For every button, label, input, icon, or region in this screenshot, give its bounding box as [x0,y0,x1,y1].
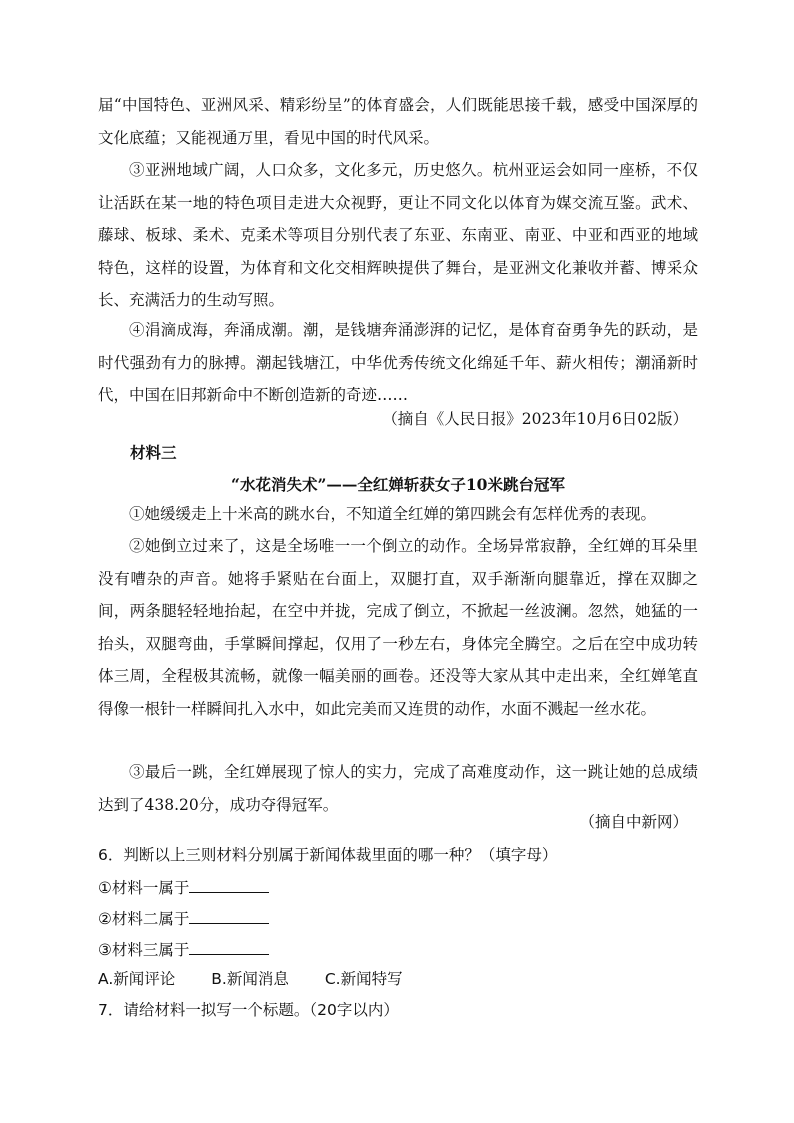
answer-blank-2[interactable] [189,905,269,924]
material2-paragraph-continued: 届“中国特色、亚洲风采、精彩纷呈”的体育盛会，人们既能思接千载，感受中国深厚的文化底蕴；又能视通万里，看见中国的时代风采。 [98,96,698,147]
question-6-item-1 [98,874,269,900]
option-b: B.新闻消息 [211,970,289,988]
question-6-item-2-label: ②材料二属于 [98,910,190,928]
material3-headline: “水花消失术”——全红婵斩获女子10米跳台冠军 [231,475,565,494]
answer-blank-1[interactable] [189,874,269,893]
option-c: C.新闻特写 [324,970,403,988]
material3-label: 材料三 [130,443,177,462]
material3-paragraph-3: ③最后一跳，全红婵展现了惊人的实力，完成了高难度动作，这一跳让她的总成绩达到了438.20分，成功夺得冠军。 [98,763,698,814]
material3-source: （摘自中新网） [579,813,688,831]
material2-paragraph-3: ③亚洲地域广阔，人口众多，文化多元，历史悠久。杭州亚运会如同一座桥，不仅让活跃在某一地的特色项目走进大众视野，更让不同文化以体育为媒交流互鉴。武术、藤球、板球、柔术、克柔术等项目分别代表了东亚、东南亚、南亚、中亚和西亚的地域特色，这样的设置，为体育和文化交相辉映提供了舞台，是亚洲文化兼收并蓄、博采众长、充满活力的生动写照。 [98,161,698,309]
material3-paragraph-2: ②她倒立过来了，这是全场唯一一个倒立的动作。全场异常寂静，全红婵的耳朵里没有嘈杂的声音。她将手紧贴在台面上，双腿打直，双手渐渐向腿靠近，撑在双脚之间，两条腿轻轻地抬起，在空中并拢，完成了倒立，不掀起一丝波澜。忽然，她猛的一抬头，双腿弯曲，手掌瞬间撑起，仅用了一秒左右，身体完全腾空。之后在空中成功转体三周，全程极其流畅，就像一幅美丽的画卷。还没等大家从其中走出来，全红婵笔直得像一根针一样瞬间扎入水中，如此完美而又连贯的动作，水面不溅起一丝水花。 [98,537,698,718]
question-6-item-2 [98,905,269,931]
question-6-item-3 [98,936,269,962]
material3-paragraph-1: ①她缓缓走上十米高的跳水台，不知道全红婵的第四跳会有怎样优秀的表现。 [129,505,657,523]
material2-paragraph-4: ④涓滴成海，奔涌成潮。潮，是钱塘奔涌澎湃的记忆，是体育奋勇争先的跃动，是时代强劲有力的脉搏。潮起钱塘江，中华优秀传统文化绵延千年、薪火相传；潮涌新时代，中国在旧邦新命中不断创造新的奇迹…… [98,321,698,404]
material2-source: （摘自《人民日报》2023年10月6日02版） [382,410,688,428]
question-6-options [98,967,439,991]
option-a: A.新闻评论 [98,970,176,988]
question-7: 7．请给材料一拟写一个标题。（20字以内） [98,1001,399,1019]
question-6-item-1-label: ①材料一属于 [98,879,190,897]
question-6: 6．判断以上三则材料分别属于新闻体裁里面的哪一种？（填字母） [98,846,558,864]
question-6-item-3-label: ③材料三属于 [98,941,190,959]
answer-blank-3[interactable] [189,936,269,955]
